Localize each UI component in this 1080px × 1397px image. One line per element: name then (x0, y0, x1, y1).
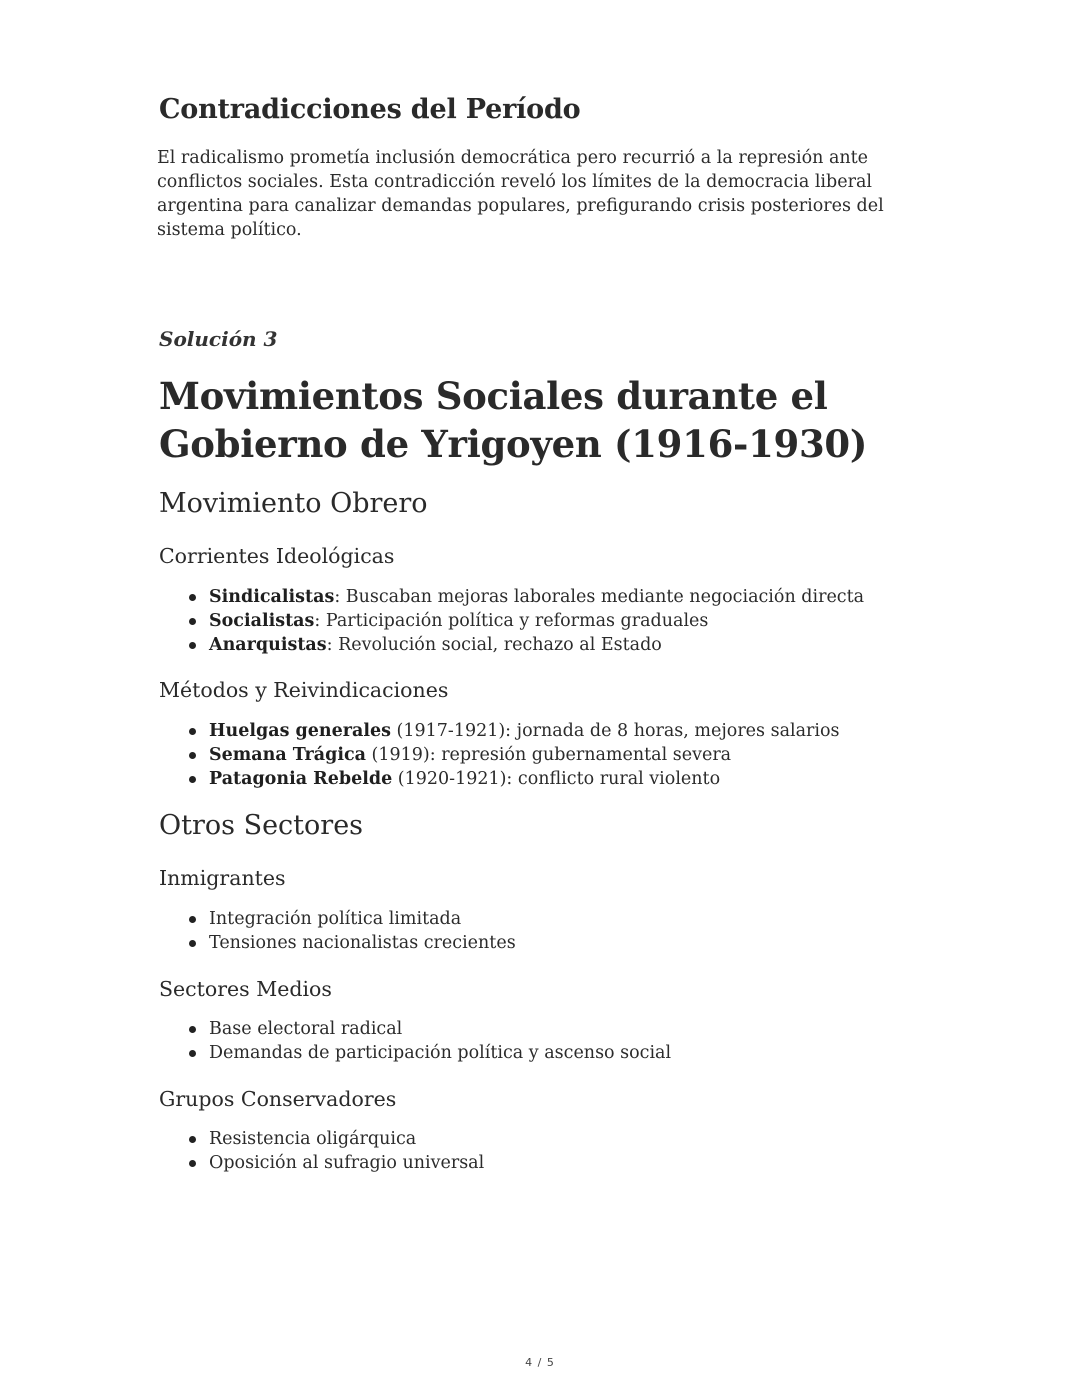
list-item-text: : Revolución social, rechazo al Estado (326, 635, 662, 655)
list-item-text: : Buscaban mejoras laborales mediante negociación directa (334, 587, 865, 607)
document-title: Movimientos Sociales durante el Gobierno de Yrigoyen (1916-1930) (159, 374, 868, 466)
subheading-conservadores: Grupos Conservadores (159, 1087, 397, 1111)
list-item (187, 767, 840, 791)
list-item-term: Sindicalistas (209, 587, 335, 607)
list-item-term: Huelgas generales (209, 721, 391, 741)
list-item: Tensiones nacionalistas crecientes (187, 931, 516, 955)
list-corrientes (187, 585, 864, 657)
list-item-term: Semana Trágica (209, 745, 366, 765)
list-item-text: (1920-1921): conflicto rural violento (392, 769, 721, 789)
list-item-text: (1917-1921): jornada de 8 horas, mejores salarios (390, 721, 840, 741)
subheading-corrientes: Corrientes Ideológicas (159, 544, 395, 568)
page-number: 4 / 5 (525, 1356, 555, 1369)
subheading-inmigrantes: Inmigrantes (159, 866, 286, 890)
list-item-term: Anarquistas (209, 635, 327, 655)
list-item: Oposición al sufragio universal (187, 1151, 484, 1175)
list-item: Resistencia oligárquica (187, 1127, 484, 1151)
list-conservadores (187, 1127, 484, 1175)
list-item: Integración política limitada (187, 907, 516, 931)
list-item: Demandas de participación política y ascenso social (187, 1041, 671, 1065)
list-item: Base electoral radical (187, 1017, 671, 1041)
list-item-term: Socialistas (209, 611, 315, 631)
list-item (187, 633, 864, 657)
list-sectores-medios (187, 1017, 671, 1065)
list-item (187, 719, 840, 743)
list-metodos (187, 719, 840, 791)
subheading-sectores-medios: Sectores Medios (159, 977, 332, 1001)
solution-label: Solución 3 (159, 327, 278, 351)
subheading-metodos: Métodos y Reivindicaciones (159, 678, 449, 702)
list-item-text: (1919): represión gubernamental severa (365, 745, 732, 765)
list-item-term: Patagonia Rebelde (209, 769, 393, 789)
section-heading-otros-sectores: Otros Sectores (159, 810, 364, 841)
list-inmigrantes (187, 907, 516, 955)
section-paragraph-contradicciones: El radicalismo prometía inclusión democrática pero recurrió a la represión ante conflictos sociales. Esta contradicción reveló los límites de la democracia liberal argentina para canalizar demandas populares, prefigurando crisis posteriores del sistema político. (157, 148, 884, 240)
list-item (187, 585, 864, 609)
list-item (187, 609, 864, 633)
section-heading-contradicciones: Contradicciones del Período (159, 94, 581, 125)
list-item-text: : Participación política y reformas graduales (314, 611, 709, 631)
list-item (187, 743, 840, 767)
section-heading-movimiento-obrero: Movimiento Obrero (159, 488, 428, 519)
